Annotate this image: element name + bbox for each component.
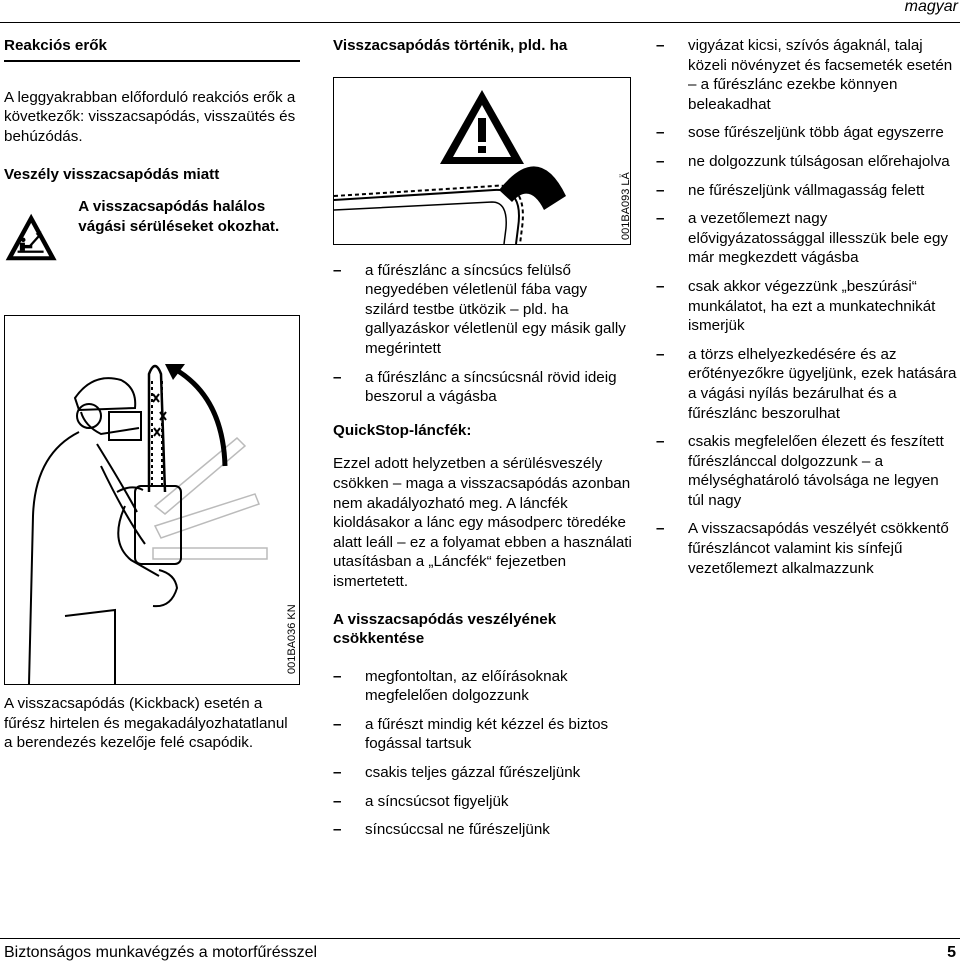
- page-number: 5: [947, 944, 956, 961]
- list-item: – csakis megfelelően élezett és feszített fűrészlánccal dolgozzunk – a mélységhatároló távolsága ne legyen túl nagy: [656, 432, 958, 510]
- list-item: – síncsúccsal ne fűrészeljünk: [333, 820, 633, 840]
- list-item: – ne fűrészeljünk vállmagasság felett: [656, 181, 958, 201]
- chain-tip-figure: [333, 77, 631, 245]
- kickback-operator-illustration: [5, 316, 299, 684]
- kickback-warning: [4, 193, 300, 281]
- figure-code: 001BA036 KN: [286, 604, 298, 674]
- intro-paragraph: A leggyakrabban előforduló reakciós erők a következők: visszacsapódás, visszaütés és behúzódás.: [4, 88, 296, 145]
- reduce-list: [333, 667, 633, 840]
- list-item: – a fűrészlánc a síncsúcs felülső negyedében véletlenül fába vagy szilárd testbe ütközik – pld. ha gallyazáskor véletlenül egy másik gally megérintett: [333, 261, 633, 359]
- list-item: – csakis teljes gázzal fűrészeljünk: [333, 763, 633, 783]
- warning-text: A visszacsapódás halálos vágási sérüléseket okozhat.: [78, 197, 280, 235]
- list-item: – vigyázat kicsi, szívós ágaknál, talaj közeli növényzet és facsemeték esetén – a fűrészlánc ezekbe könnyen beleakadhat: [656, 36, 958, 114]
- figure-caption: A visszacsapódás (Kickback) esetén a fűrész hirtelen és megakadályozhatatlanul a berendezés kezelője felé csapódik.: [4, 694, 288, 752]
- list-item: – A visszacsapódás veszélyét csökkentő fűrészláncot valamint kis sínfejű vezetőlemezt alkalmazzunk: [656, 519, 958, 578]
- quickstop-heading: QuickStop-láncfék:: [333, 421, 472, 439]
- chain-tip-illustration: [334, 78, 630, 244]
- column-middle: [333, 36, 633, 849]
- footer-title: Biztonságos munkavégzés a motorfűrésszel: [4, 944, 318, 961]
- list-item: – a fűrészt mindig két kézzel és biztos fogással tartsuk: [333, 715, 633, 754]
- list-item: – megfontoltan, az előírásoknak megfelelően dolgozzunk: [333, 667, 633, 706]
- list-item: – csak akkor végezzünk „beszúrási“ munkálatot, ha ezt a munkatechnikát ismerjük: [656, 277, 958, 336]
- kickback-warning-icon: [4, 193, 58, 281]
- top-rule: [0, 22, 960, 23]
- list-item: – a törzs elhelyezkedésére és az erőtényezőkre ügyeljünk, ezek hatására a vágási nyílás bezárulhat és a fűrészlánc beszorulhat: [656, 345, 958, 423]
- language-label: magyar: [904, 0, 958, 15]
- list-item: – a vezetőlemezt nagy elővigyázatossággal illesszük bele egy már megkezdett vágásba: [656, 209, 958, 268]
- footer-rule: [0, 938, 960, 939]
- column-left: [4, 36, 300, 753]
- figure-code: 001BA093 LÄ: [620, 171, 632, 240]
- quickstop-paragraph: Ezzel adott helyzetben a sérülésveszély csökken – maga a visszacsapódás azonban nem akadályozható meg. A láncfék kioldásakor a lánc egy másodperc töredéke alatt leáll – ez a folyamat ebben a használati utasításban a „Láncfék“ fejezetben ismertetett.: [333, 455, 632, 590]
- reduce-heading: A visszacsapódás veszélyének csökkentése: [333, 610, 557, 648]
- kickback-figure: [4, 315, 300, 685]
- kickback-causes-list: [333, 261, 633, 407]
- section-heading: Reakciós erők: [4, 37, 107, 54]
- danger-heading: Veszély visszacsapódás miatt: [4, 166, 220, 184]
- list-item: – sose fűrészeljünk több ágat egyszerre: [656, 123, 958, 143]
- column-right: [656, 36, 958, 587]
- precautions-list: [656, 36, 958, 578]
- kickback-occurs-heading: Visszacsapódás történik, pld. ha: [333, 37, 568, 54]
- heading-rule: [4, 60, 300, 62]
- list-item: – a fűrészlánc a síncsúcsnál rövid ideig beszorul a vágásba: [333, 368, 633, 407]
- list-item: – a síncsúcsot figyeljük: [333, 792, 633, 812]
- list-item: – ne dolgozzunk túlságosan előrehajolva: [656, 152, 958, 172]
